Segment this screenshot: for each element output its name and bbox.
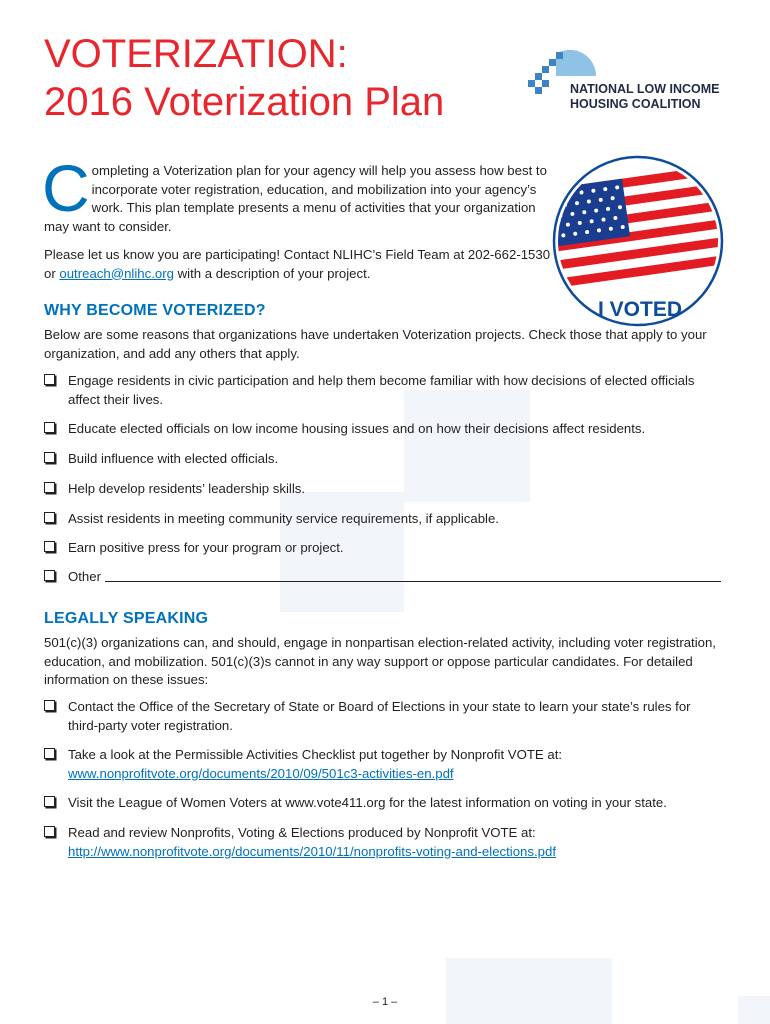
checkbox-icon[interactable] [44, 422, 55, 433]
title-line-1: VOTERIZATION: [44, 32, 348, 76]
checklist-item[interactable] [44, 510, 724, 529]
legal-item-content [68, 746, 724, 783]
legal-item[interactable] [44, 746, 724, 783]
logo-line-1: NATIONAL LOW INCOME [570, 82, 720, 96]
legal-item-content [68, 824, 724, 861]
page-number: – 1 – [372, 996, 398, 1008]
legal-item[interactable] [44, 824, 724, 861]
intro-paragraph-2 [44, 246, 554, 283]
checkbox-icon[interactable] [44, 570, 55, 581]
checklist-item-text: Educate elected officials on low income housing issues and on how their decisions affect residents. [68, 421, 646, 436]
checkbox-icon[interactable] [44, 482, 55, 493]
legal-item[interactable] [44, 794, 724, 813]
checklist-item[interactable] [44, 420, 724, 439]
checkbox-icon[interactable] [44, 374, 55, 385]
legal-intro: 501(c)(3) organizations can, and should, engage in nonpartisan election-related activity, including voter registration, education, and mobilization. 501(c)(3)s cannot in any way support or oppose particular candidates. For detailed information on these issues: [44, 635, 716, 687]
email-link[interactable]: outreach@nlihc.org [59, 265, 174, 281]
legal-item-text: Contact the Office of the Secretary of State or Board of Elections in your state to learn your state’s rules for third-party voter registration. [68, 699, 691, 733]
checklist-item[interactable] [44, 372, 724, 409]
checkbox-icon[interactable] [44, 512, 55, 523]
checklist-item-text: Earn positive press for your program or project. [68, 540, 344, 555]
nonprofit-vote-guide-link[interactable]: http://www.nonprofitvote.org/documents/2010/11/nonprofits-voting-and-elections.pdf [68, 843, 556, 859]
checkbox-icon[interactable] [44, 452, 55, 463]
intro-contact-text-end: with a description of your project. [173, 265, 371, 281]
checkbox-icon[interactable] [44, 796, 55, 807]
intro-contact-text: Please let us know you are participating! Contact NLIHC’s Field Team at 202-662-1530 or [44, 247, 551, 281]
nonprofit-vote-checklist-link[interactable]: www.nonprofitvote.org/documents/2010/09/501c3-activities-en.pdf [68, 765, 454, 781]
checklist-item-text: Help develop residents’ leadership skills. [68, 481, 306, 496]
checklist-item-text: Build influence with elected officials. [68, 451, 279, 466]
legal-item-text: Take a look at the Permissible Activities Checklist put together by Nonprofit VOTE at: [68, 747, 563, 762]
why-intro: Below are some reasons that organizations have undertaken Voterization projects. Check those that apply to your organization, and add any others that apply. [44, 327, 707, 361]
background-watermark-3 [446, 958, 612, 1024]
title-line-2: 2016 Voterization Plan [44, 80, 445, 124]
page-title [44, 30, 444, 126]
checkbox-icon[interactable] [44, 748, 55, 759]
checkbox-icon[interactable] [44, 826, 55, 837]
checklist-item-text: Engage residents in civic participation and help them become familiar with how decisions of elected officials affect their lives. [68, 373, 695, 407]
other-row [68, 568, 724, 587]
legal-item-text: Visit the League of Women Voters at www.vote411.org for the latest information on voting in your state. [68, 795, 667, 810]
checklist-item[interactable] [44, 480, 724, 499]
legal-heading: LEGALLY SPEAKING [44, 610, 209, 627]
other-label: Other [68, 569, 101, 584]
why-heading: WHY BECOME VOTERIZED? [44, 302, 266, 319]
intro-text [42, 151, 554, 293]
checklist-item[interactable] [44, 539, 724, 558]
legal-item[interactable] [44, 698, 724, 735]
checkbox-icon[interactable] [44, 700, 55, 711]
checklist-item[interactable] [44, 450, 724, 469]
checklist-item-text: Assist residents in meeting community service requirements, if applicable. [68, 511, 499, 526]
i-voted-sticker-icon [552, 155, 724, 327]
checkbox-icon[interactable] [44, 541, 55, 552]
nlihc-logo [526, 32, 726, 112]
intro-paragraph-1: ompleting a Voterization plan for your agency will help you assess how best to incorporate voter registration, education, and mobilization into your agency’s work. This plan template presents a menu of activities that your organization may want to consider. [44, 163, 547, 234]
drop-cap: C [42, 151, 90, 225]
logo-text [570, 82, 720, 112]
other-input-line[interactable] [105, 568, 721, 582]
checklist-item-other[interactable] [44, 568, 724, 587]
legal-item-text: Read and review Nonprofits, Voting & Elections produced by Nonprofit VOTE at: [68, 825, 536, 840]
i-voted-label: I VOTED [597, 298, 683, 321]
logo-line-2: HOUSING COALITION [570, 97, 701, 111]
